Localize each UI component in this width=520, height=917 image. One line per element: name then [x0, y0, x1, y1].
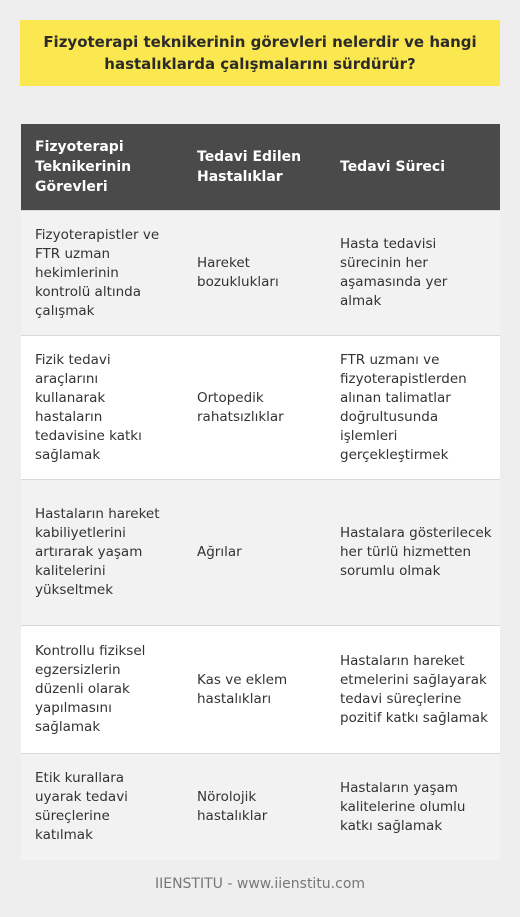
header-diseases: Tedavi Edilen Hastalıklar [181, 124, 320, 211]
table-row [21, 336, 500, 480]
cell-duty: Hastaların hareket kabiliyetlerini artırarak yaşam kalitelerini yükseltmek [21, 480, 181, 626]
table-row [21, 754, 500, 861]
cell-duty: Fizyoterapistler ve FTR uzman hekimlerinin kontrolü altında çalışmak [21, 211, 181, 336]
cell-disease: Kas ve eklem hastalıkları [181, 626, 320, 754]
cell-disease: Ağrılar [181, 480, 320, 626]
cell-disease: Ortopedik rahatsızlıklar [181, 336, 320, 480]
header-process: Tedavi Süreci [320, 124, 500, 211]
cell-process: Hastaların yaşam kalitelerine olumlu katkı sağlamak [320, 754, 500, 861]
cell-process: FTR uzmanı ve fizyoterapistlerden alınan talimatlar doğrultusunda işlemleri gerçekleştirmek [320, 336, 500, 480]
cell-duty: Kontrollu fiziksel egzersizlerin düzenli olarak yapılmasını sağlamak [21, 626, 181, 754]
title-banner [20, 20, 500, 86]
cell-disease: Nörolojik hastalıklar [181, 754, 320, 861]
table-row [21, 211, 500, 336]
table-row [21, 626, 500, 754]
cell-process: Hastalara gösterilecek her türlü hizmetten sorumlu olmak [320, 480, 500, 626]
cell-duty: Fizik tedavi araçlarını kullanarak hastaların tedavisine katkı sağlamak [21, 336, 181, 480]
cell-disease: Hareket bozuklukları [181, 211, 320, 336]
cell-duty: Etik kurallara uyarak tedavi süreçlerine katılmak [21, 754, 181, 861]
page-title: Fizyoterapi teknikerinin görevleri nelerdir ve hangi hastalıklarda çalışmalarını sürdürür? [43, 33, 477, 73]
cell-process: Hasta tedavisi sürecinin her aşamasında yer almak [320, 211, 500, 336]
table-header-row [21, 124, 500, 211]
info-table [21, 124, 500, 860]
header-duties: Fizyoterapi Teknikerinin Görevleri [21, 124, 181, 211]
cell-process: Hastaların hareket etmelerini sağlayarak tedavi süreçlerine pozitif katkı sağlamak [320, 626, 500, 754]
footer-credit: IIENSTITU - www.iienstitu.com [154, 876, 366, 892]
table-row [21, 480, 500, 626]
